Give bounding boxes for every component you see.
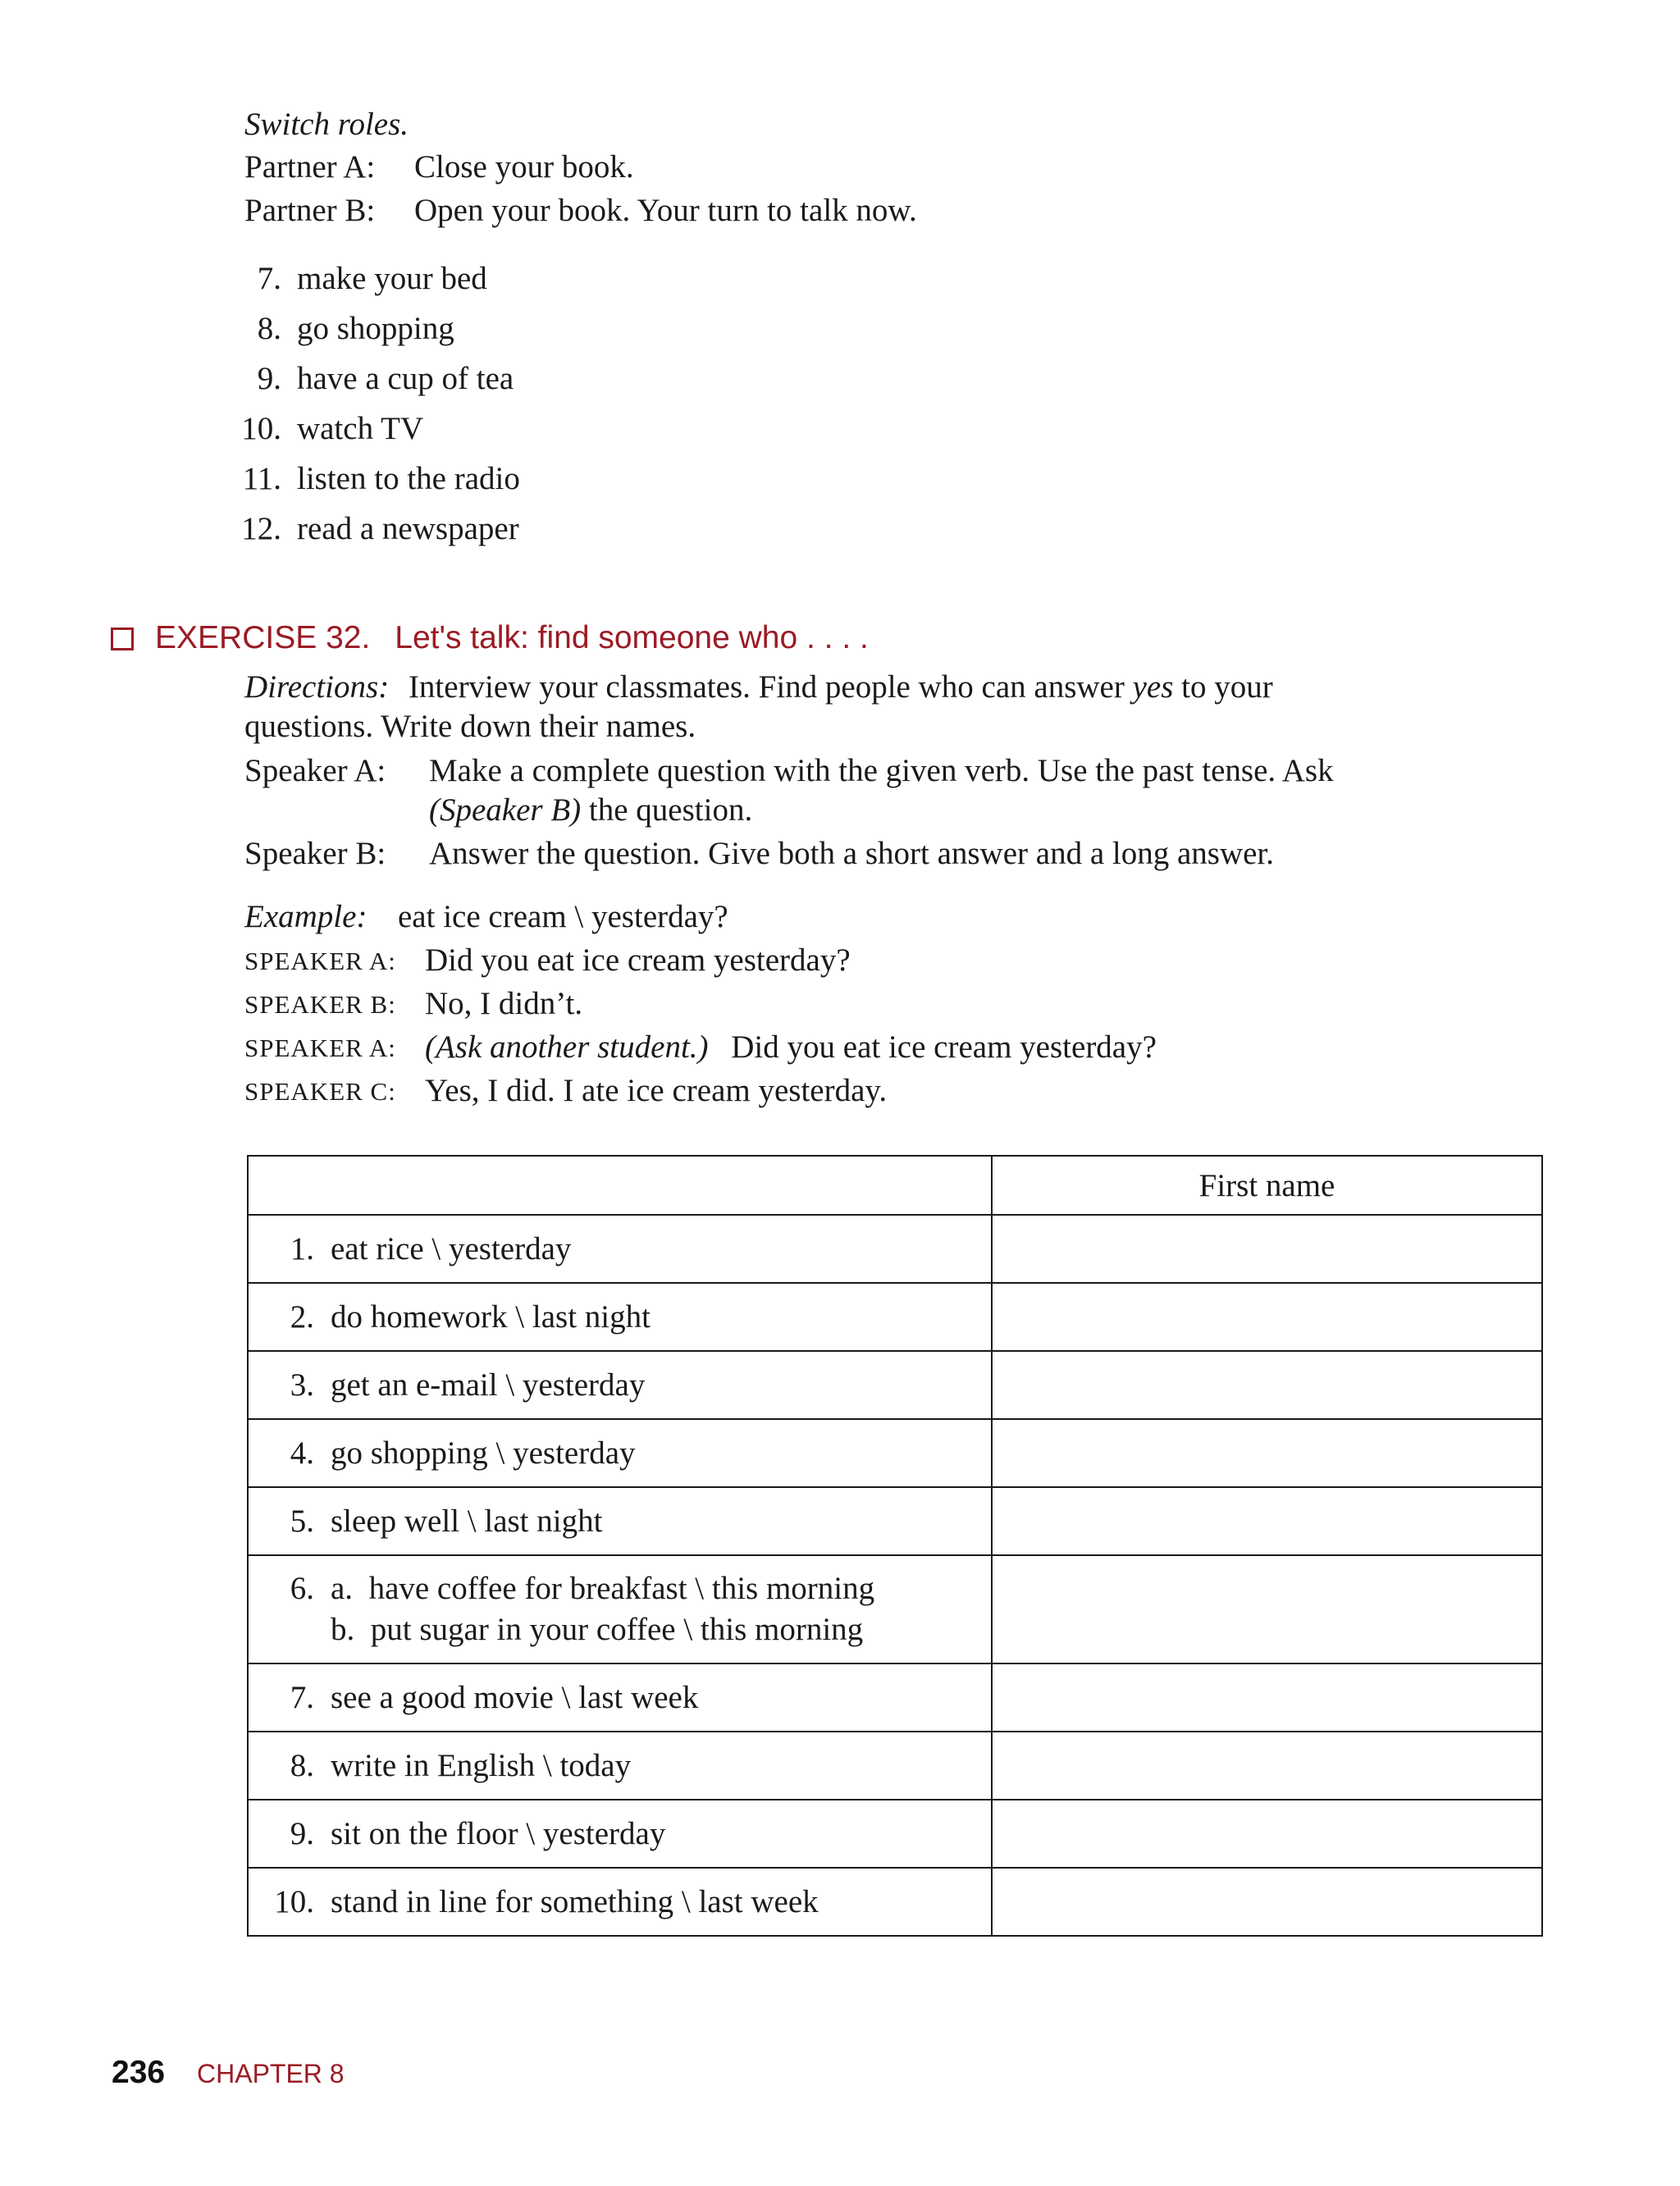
dialog-speaker: SPEAKER A: [244,1034,396,1062]
dialog-speaker: SPEAKER B: [244,990,396,1019]
speaker-a-text-2-end: the question. [588,792,753,828]
activity-cell [248,1283,992,1351]
list-item-text: have a cup of tea [297,361,514,396]
partner-b-label: Partner B: [244,193,376,228]
table-row [248,1283,1542,1351]
row-number: 10. [274,1884,314,1919]
directions-line-2: questions. Write down their names. [244,709,696,744]
row-activity: get an e-mail \ yesterday [331,1367,646,1403]
table-row [248,1215,1542,1283]
row-sub-b [249,1609,991,1650]
table-header-row [248,1156,1542,1215]
exercise-heading [111,619,869,657]
row-activity: do homework \ last night [331,1299,651,1335]
list-item-text: read a newspaper [297,511,519,546]
row-activity: write in English \ today [331,1748,632,1783]
directions-yes: yes [1132,669,1174,705]
list-item-number: 11. [242,461,281,496]
row-activity: have coffee for breakfast \ this morning [368,1571,875,1606]
directions-label: Directions: [244,669,390,705]
list-item-number: 9. [257,361,281,396]
page-number: 236 [112,2055,166,2090]
dialog-line: Did you eat ice cream yesterday? [425,942,851,978]
dialog-line: No, I didn’t. [425,986,583,1021]
row-number: 9. [290,1816,314,1851]
list-item-number: 7. [257,261,281,296]
exercise-number: EXERCISE 32. [155,620,371,655]
dialog-speaker: SPEAKER C: [244,1077,396,1106]
activity-cell [248,1555,992,1663]
table-header-first-name: First name [992,1156,1542,1215]
example-label: Example: [244,899,368,934]
list-item-text: make your bed [297,261,487,296]
speaker-a-label: Speaker A: [244,753,386,788]
table-row [248,1351,1542,1419]
first-name-cell[interactable] [992,1351,1542,1419]
directions-text: Interview your classmates. Find people who can answer [408,669,1125,705]
speaker-b-text: Answer the question. Give both a short answer and a long answer. [429,836,1275,871]
first-name-cell[interactable] [992,1419,1542,1487]
example-text: eat ice cream \ yesterday? [398,899,728,934]
row-number: 1. [290,1231,314,1266]
row-activity: sleep well \ last night [331,1504,603,1539]
table-row [248,1419,1542,1487]
first-name-cell[interactable] [992,1487,1542,1555]
row-sub-a [249,1568,991,1609]
table-row [248,1663,1542,1732]
partner-b-text: Open your book. Your turn to talk now. [414,193,917,228]
first-name-cell[interactable] [992,1555,1542,1663]
first-name-cell[interactable] [992,1732,1542,1800]
dialog-stage-direction: (Ask another student.) [425,1029,709,1065]
exercise-title: Let's talk: find someone who . . . . [395,620,869,655]
directions-text-end: to your [1181,669,1273,705]
row-activity: go shopping \ yesterday [331,1435,636,1471]
table-row [248,1487,1542,1555]
switch-roles-note: Switch roles. [244,107,409,142]
row-sub-label: a. [331,1571,354,1606]
dialog-line-text: Did you eat ice cream yesterday? [731,1029,1157,1065]
table-header-activity [248,1156,992,1215]
row-number: 2. [290,1299,314,1335]
list-item-number: 10. [241,411,281,446]
activity-cell [248,1663,992,1732]
speaker-a-text-2 [429,794,752,826]
first-name-cell[interactable] [992,1215,1542,1283]
first-name-cell[interactable] [992,1283,1542,1351]
dialog-speaker: SPEAKER A: [244,947,396,975]
row-number: 4. [290,1435,314,1471]
row-activity: put sugar in your coffee \ this morning [370,1612,864,1647]
list-item-text: go shopping [297,311,454,346]
checkbox-icon[interactable] [111,628,134,650]
activity-cell [248,1800,992,1868]
chapter-label: CHAPTER 8 [197,2059,345,2088]
row-number: 6. [290,1571,314,1606]
table-row [248,1732,1542,1800]
row-activity: eat rice \ yesterday [331,1231,572,1266]
row-activity: stand in line for something \ last week [331,1884,819,1919]
dialog-line: Yes, I did. I ate ice cream yesterday. [425,1073,888,1108]
names-table [247,1155,1543,1937]
list-item-text: watch TV [297,411,424,446]
activity-cell [248,1215,992,1283]
dialog-line [425,1031,1157,1063]
table-row [248,1800,1542,1868]
activity-cell [248,1487,992,1555]
table-row [248,1555,1542,1663]
list-item-text: listen to the radio [297,461,520,496]
activity-cell [248,1419,992,1487]
activity-cell [248,1732,992,1800]
row-activity: sit on the floor \ yesterday [331,1816,666,1851]
list-item-number: 12. [241,511,281,546]
row-number: 8. [290,1748,314,1783]
first-name-cell[interactable] [992,1663,1542,1732]
partner-a-label: Partner A: [244,149,376,185]
first-name-cell[interactable] [992,1868,1542,1936]
row-activity: see a good movie \ last week [331,1680,699,1715]
activity-cell [248,1351,992,1419]
directions-line-1 [244,671,1273,703]
row-number: 5. [290,1504,314,1539]
first-name-cell[interactable] [992,1800,1542,1868]
row-number: 3. [290,1367,314,1403]
speaker-b-label: Speaker B: [244,836,386,871]
row-sub-label: b. [331,1612,355,1647]
speaker-a-text: Make a complete question with the given verb. Use the past tense. Ask [429,753,1334,788]
table-row [248,1868,1542,1936]
row-number: 7. [290,1680,314,1715]
list-item-number: 8. [257,311,281,346]
activity-cell [248,1868,992,1936]
partner-a-text: Close your book. [414,149,634,185]
speaker-b-ref: (Speaker B) [429,792,582,828]
